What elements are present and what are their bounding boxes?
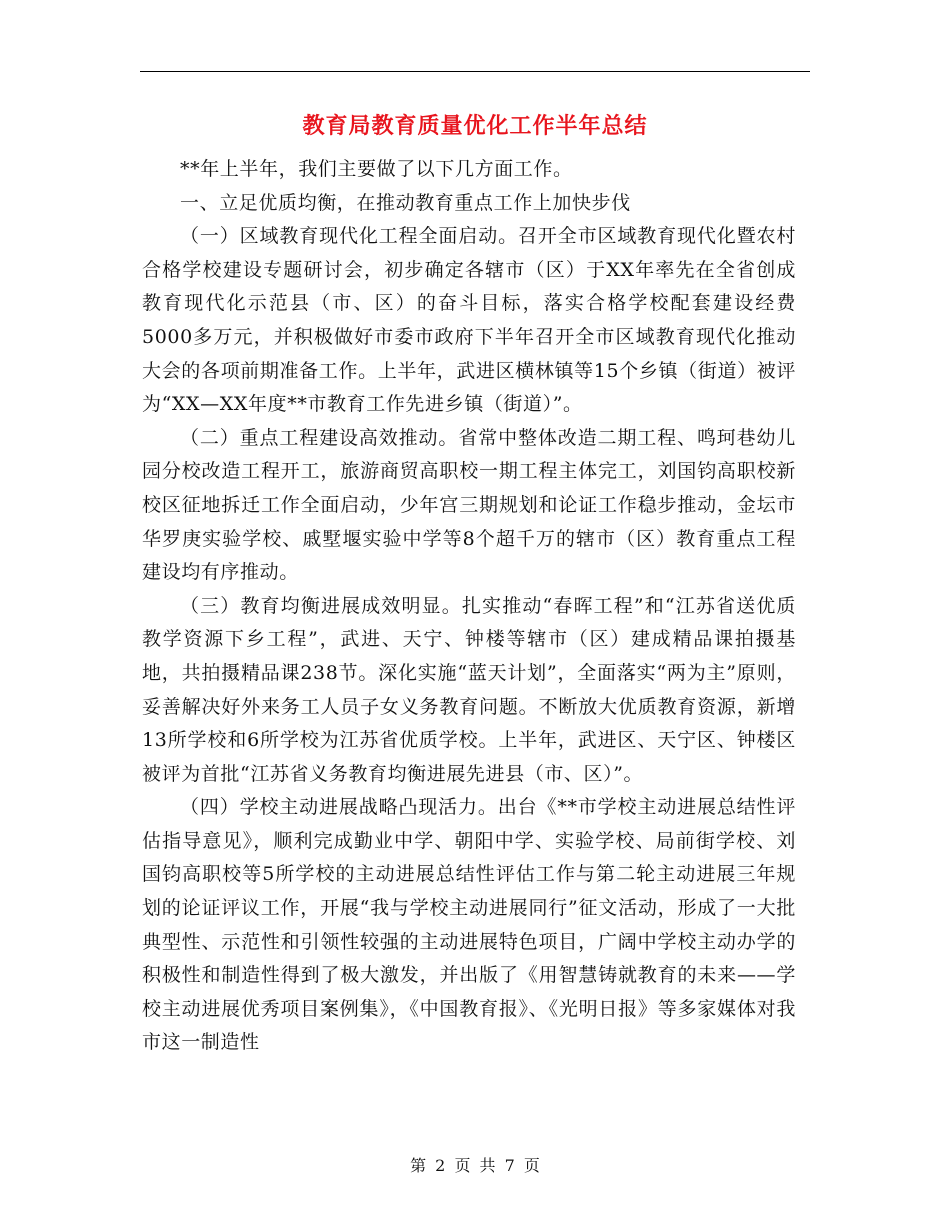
intro-paragraph: **年上半年，我们主要做了以下几方面工作。 — [180, 158, 573, 180]
paragraph-3: （三）教育均衡进展成效明显。扎实推动“春晖工程”和“江苏省送优质教学资源下乡工程”，武进、天宁、钟楼等辖市（区）建成精品课拍摄基地，共拍摄精品课238节。深化实施“蓝天计划”，全面落实“两为主”原则，妥善解决好外来务工人员子女义务教育问题。不断放大优质教育资源，新增13所学校和6所学校为江苏省优质学校。上半年，武进区、天宁区、钟楼区被评为首批“江苏省义务教育均衡进展先进县（市、区）”。 — [142, 594, 796, 785]
paragraph-2: （二）重点工程建设高效推动。省常中整体改造二期工程、鸣珂巷幼儿园分校改造工程开工，旅游商贸高职校一期工程主体完工，刘国钧高职校新校区征地拆迁工作全面启动，少年宫三期规划和论证工作稳步推动，金坛市华罗庚实验学校、戚墅堰实验中学等8个超千万的辖市（区）教育重点工程建设均有序推动。 — [142, 426, 796, 584]
section-heading: 一、立足优质均衡，在推动教育重点工作上加快步伐 — [180, 191, 631, 214]
document-body — [142, 153, 796, 1060]
paragraph-1: （一）区域教育现代化工程全面启动。召开全市区域教育现代化暨农村合格学校建设专题研讨会，初步确定各辖市（区）于XX年率先在全省创成教育现代化示范县（市、区）的奋斗目标，落实合格学校配套建设经费5000多万元，并积极做好市委市政府下半年召开全市区域教育现代化推动大会的各项前期准备工作。上半年，武进区横林镇等15个乡镇（街道）被评为“XX—XX年度**市教育工作先进乡镇（街道）”。 — [142, 225, 796, 416]
page-number-footer: 第 2 页 共 7 页 — [410, 1156, 540, 1175]
paragraph-4: （四）学校主动进展战略凸现活力。出台《**市学校主动进展总结性评估指导意见》，顺利完成勤业中学、朝阳中学、实验学校、局前街学校、刘国钧高职校等5所学校的主动进展总结性评估工作与第二轮主动进展三年规划的论证评议工作，开展“我与学校主动进展同行”征文活动，形成了一大批典型性、示范性和引领性较强的主动进展特色项目，广阔中学校主动办学的积极性和制造性得到了极大激发，并出版了《用智慧铸就教育的未来——学校主动进展优秀项目案例集》，《中国教育报》、《光明日报》等多家媒体对我市这一制造性 — [142, 796, 796, 1054]
header-rule — [140, 71, 810, 72]
document-title: 教育局教育质量优化工作半年总结 — [302, 113, 648, 139]
